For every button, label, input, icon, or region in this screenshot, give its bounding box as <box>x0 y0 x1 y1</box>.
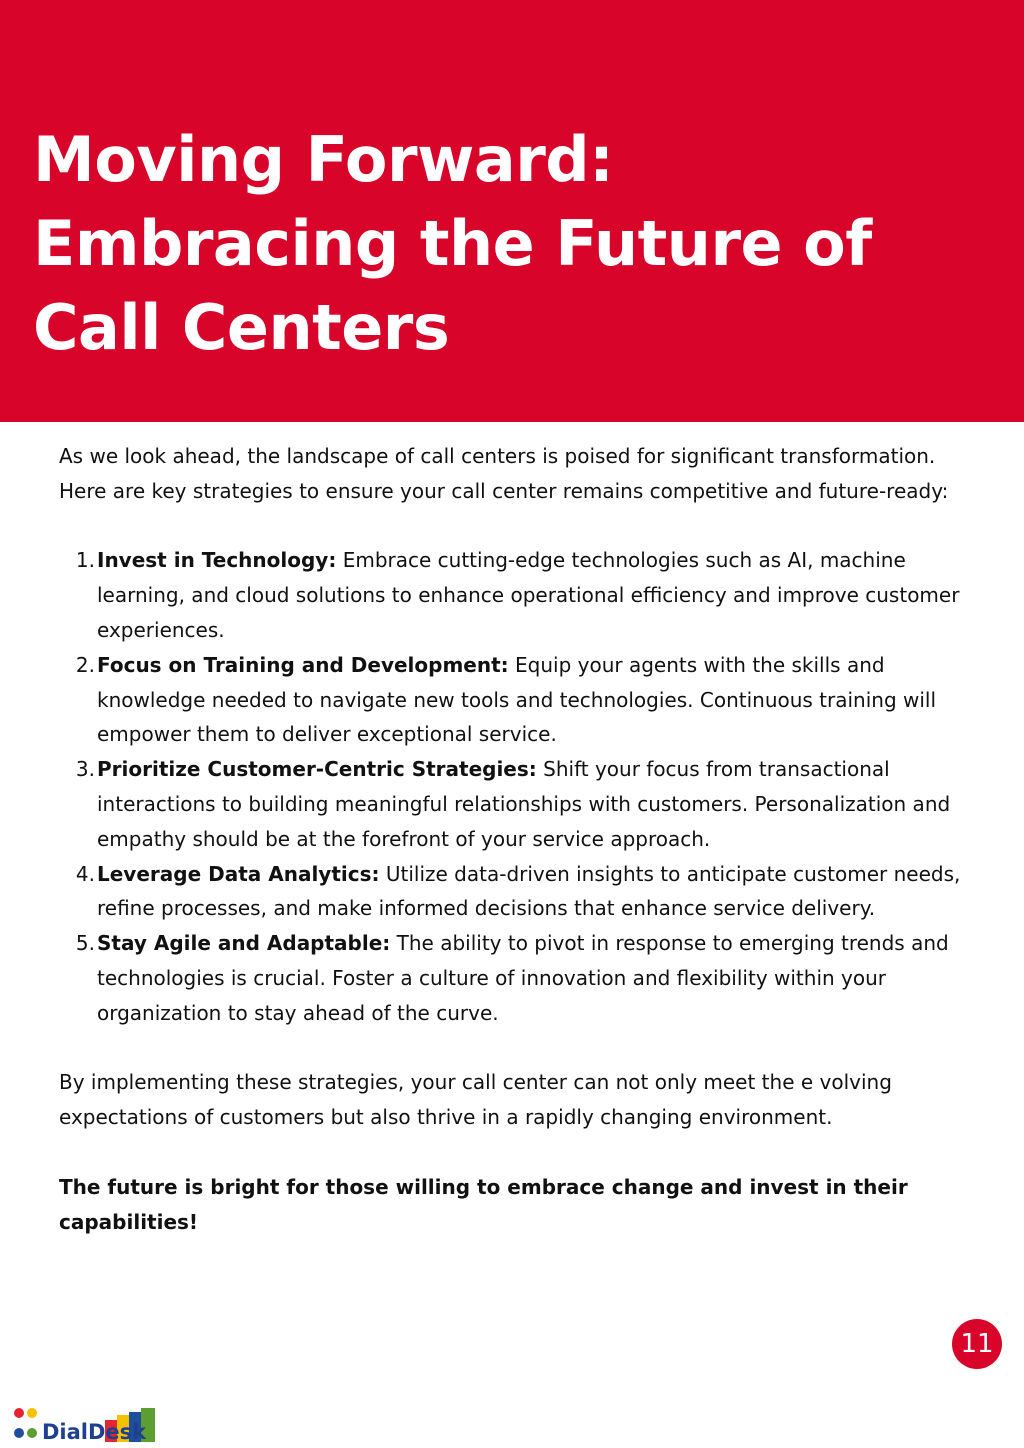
item-title: Focus on Training and Development: <box>97 652 509 677</box>
list-item <box>59 543 969 647</box>
list-number: 3. <box>75 757 95 782</box>
dialdesk-logo <box>13 1406 158 1442</box>
logo-dot-blue <box>14 1428 24 1438</box>
list-number: 4. <box>75 861 95 886</box>
item-text: The ability to pivot in response to emerging trends and technologies is crucial. Foster a culture of innovation and flexibility within your organization to stay ahead of the curve. <box>97 931 949 1025</box>
list-item <box>59 926 969 1030</box>
logo-dot-yellow <box>27 1408 37 1418</box>
final-note: The future is bright for those willing to embrace change and invest in their capabilities! <box>59 1174 908 1234</box>
list-item <box>59 752 969 856</box>
strategy-list <box>59 543 969 1030</box>
item-text: Shift your focus from transactional interactions to building meaningful relationships with customers. Personalization and empathy should be at the forefront of your service approach. <box>97 757 951 851</box>
logo-text: DialDesk <box>42 1420 147 1442</box>
list-number: 1. <box>75 548 95 573</box>
intro-paragraph: As we look ahead, the landscape of call centers is poised for significant transformation. Here are key strategies to ensure your call center remains competitive and future-ready: <box>59 444 949 503</box>
closing-paragraph: By implementing these strategies, your call center can not only meet the e volving expectations of customers but also thrive in a rapidly changing environment. <box>59 1070 892 1130</box>
item-title: Stay Agile and Adaptable: <box>97 931 391 956</box>
list-number: 2. <box>75 652 95 677</box>
item-title: Invest in Technology: <box>97 548 337 573</box>
list-item <box>59 857 969 927</box>
item-title: Leverage Data Analytics: <box>97 861 380 886</box>
item-text: Equip your agents with the skills and knowledge needed to navigate new tools and technologies. Continuous training will empower them to deliver exceptional service. <box>97 652 937 747</box>
logo-dot-green <box>27 1428 37 1438</box>
hero-banner <box>0 0 1024 422</box>
list-item <box>59 648 969 752</box>
logo-dot-red <box>14 1408 24 1418</box>
content-body <box>59 439 969 1239</box>
item-text: Embrace cutting-edge technologies such as AI, machine learning, and cloud solutions to enhance operational efficiency and improve customer experiences. <box>97 548 960 642</box>
page-title: Moving Forward: Embracing the Future of Call Centers <box>33 123 872 364</box>
page-number-badge: 11 <box>952 1319 1002 1369</box>
item-title: Prioritize Customer-Centric Strategies: <box>97 757 537 782</box>
item-text: Utilize data-driven insights to anticipate customer needs, refine processes, and make informed decisions that enhance service delivery. <box>97 861 961 921</box>
list-number: 5. <box>75 931 95 956</box>
